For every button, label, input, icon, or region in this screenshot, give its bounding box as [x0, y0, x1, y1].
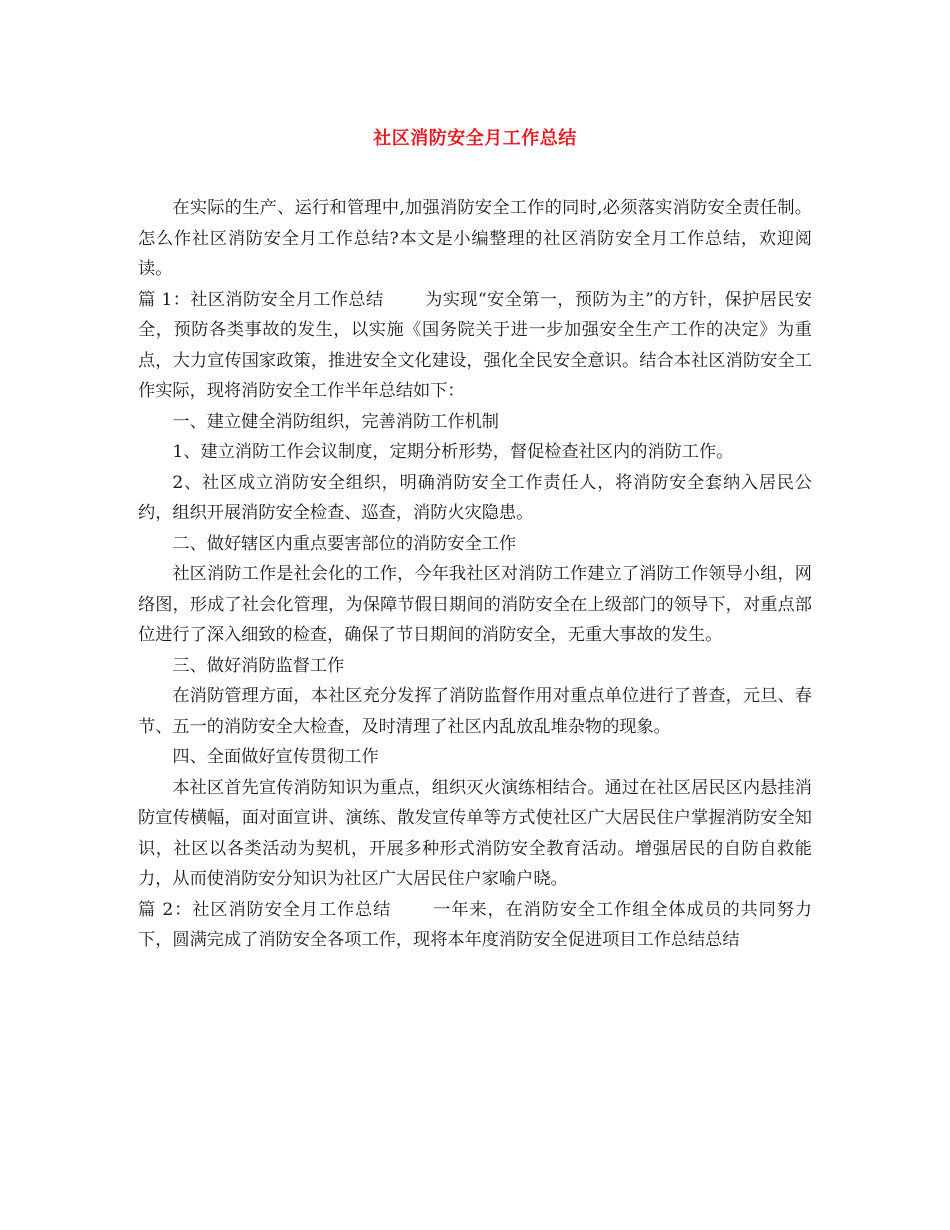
section-heading-4: 四、全面做好宣传贯彻工作 [172, 747, 379, 767]
document-title: 社区消防安全月工作总结 [373, 128, 577, 149]
body-paragraph-2: 2、社区成立消防安全组织，明确消防安全工作责任人，将消防安全套纳入居民公约，组织开展消防安全检查、巡查，消防火灾隐患。 [138, 472, 812, 523]
section-heading-2: 二、做好辖区内重点要害部位的消防安全工作 [172, 533, 517, 554]
part2-lead: 一年来，在消防安全工作组全体成员的共同努力下，圆满完成了消防安全各项工作，现将本年度消防安全促进项目工作总结总结 [138, 899, 812, 950]
body-paragraph-1: 1、建立消防工作会议制度，定期分析形势，督促检查社区内的消防工作。 [172, 442, 734, 462]
body-paragraph-3: 社区消防工作是社会化的工作，今年我社区对消防工作建立了消防工作领导小组，网络图，形成了社会化管理，为保障节假日期间的消防安全在上级部门的领导下，对重点部位进行了深入细致的检查，确保了节日期间的消防安全，无重大事故的发生。 [138, 564, 812, 645]
section-heading-1: 一、建立健全消防组织，完善消防工作机制 [172, 411, 499, 432]
document-body [138, 193, 812, 956]
part2-paragraph [138, 895, 812, 956]
body-paragraph-5: 本社区首先宣传消防知识为重点，组织灭火演练相结合。通过在社区居民区内悬挂消防宣传横幅，面对面宣讲、演练、散发宣传单等方式使社区广大居民住户掌握消防安全知识，社区以各类活动为契机，开展多种形式消防安全教育活动。增强居民的自防自救能力，从而使消防安分知识为社区广大居民住户家喻户晓。 [138, 777, 812, 889]
part1-paragraph [138, 285, 812, 407]
part1-lead: 为实现“安全第一，预防为主”的方针，保护居民安全，预防各类事故的发生，以实施《国务院关于进一步加强安全生产工作的决定》为重点，大力宣传国家政策，推进安全文化建设，强化全民安全意识。结合本社区消防安全工作实际，现将消防安全工作半年总结如下： [138, 289, 812, 401]
part1-label: 篇 1：社区消防安全月工作总结 [138, 289, 384, 310]
body-paragraph-4: 在消防管理方面，本社区充分发挥了消防监督作用对重点单位进行了普查，元旦、春节、五一的消防安全大检查，及时清理了社区内乱放乱堆杂物的现象。 [138, 686, 812, 737]
intro-paragraph: 在实际的生产、运行和管理中,加强消防安全工作的同时,必须落实消防安全责任制。怎么作社区消防安全月工作总结?本文是小编整理的社区消防安全月工作总结，欢迎阅读。 [138, 198, 812, 279]
section-heading-3: 三、做好消防监督工作 [172, 655, 345, 676]
part2-label: 篇 2：社区消防安全月工作总结 [138, 899, 392, 920]
